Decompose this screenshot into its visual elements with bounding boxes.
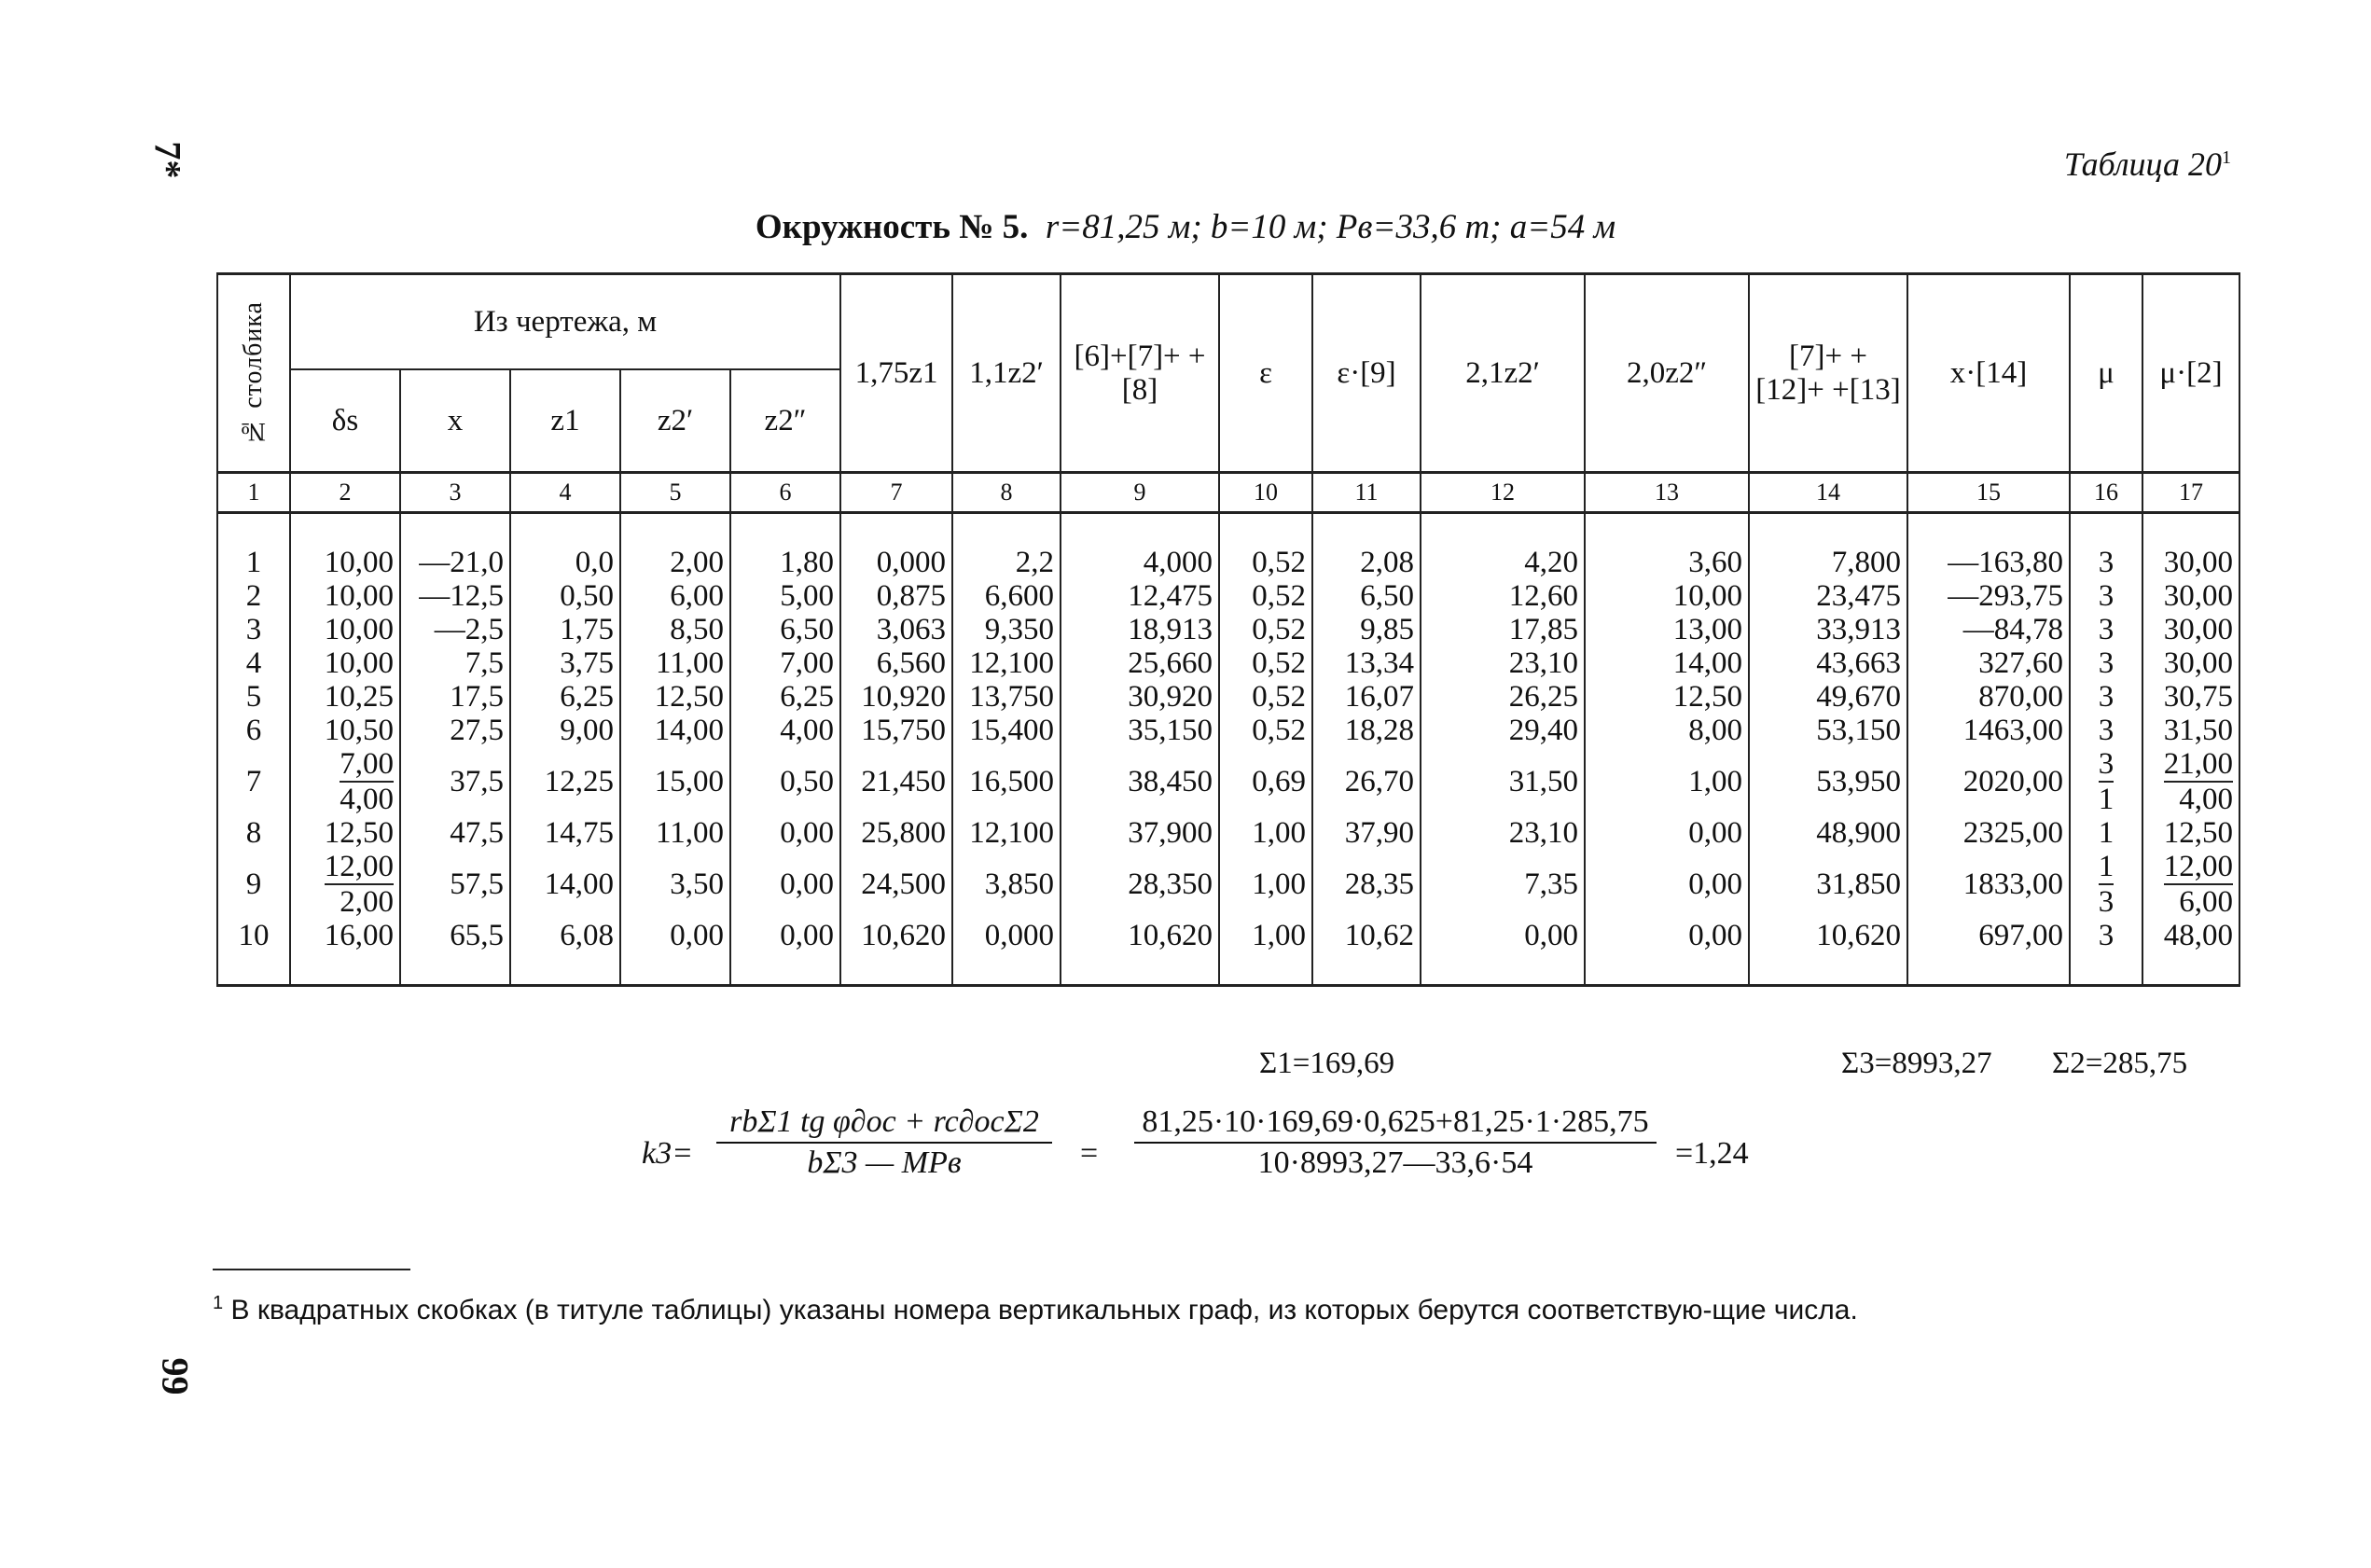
split-value <box>2099 747 2114 816</box>
split-value-bottom: 6,00 <box>2164 883 2233 919</box>
table-cell: 12,475 <box>1061 579 1219 613</box>
table-label-note: 1 <box>2222 147 2231 168</box>
table-cell: 0,50 <box>730 747 840 816</box>
table-cell: 48,00 <box>2142 919 2239 986</box>
table-cell: 1,00 <box>1219 850 1312 919</box>
table-cell: 11,00 <box>620 646 730 680</box>
split-value-bottom: 2,00 <box>325 883 394 919</box>
title-params: r=81,25 м; b=10 м; Pв=33,6 т; a=54 м <box>1045 208 1616 246</box>
split-value-bottom: 4,00 <box>340 783 394 816</box>
header-col-7: 1,75z1 <box>840 274 952 473</box>
header-col-11: ε·[9] <box>1312 274 1421 473</box>
table-cell: 30,00 <box>2142 613 2239 646</box>
table-cell: 2,08 <box>1312 513 1421 580</box>
table-cell: 6 <box>217 714 290 747</box>
column-number: 11 <box>1312 473 1421 513</box>
table-cell: 327,60 <box>1907 646 2070 680</box>
table-cell: 11,00 <box>620 816 730 850</box>
table-cell <box>2142 850 2239 919</box>
table-cell: 0,52 <box>1219 579 1312 613</box>
table-cell: 27,5 <box>400 714 510 747</box>
table-cell: 12,50 <box>290 816 400 850</box>
table-cell: 0,00 <box>730 816 840 850</box>
table-cell: 6,50 <box>1312 579 1421 613</box>
table-cell: 28,350 <box>1061 850 1219 919</box>
table-cell: 12,50 <box>620 680 730 714</box>
table-cell: 30,75 <box>2142 680 2239 714</box>
column-number-row <box>217 473 2239 513</box>
table-cell: 0,52 <box>1219 613 1312 646</box>
table-cell: 35,150 <box>1061 714 1219 747</box>
table-cell: 57,5 <box>400 850 510 919</box>
table-cell: 8,00 <box>1585 714 1749 747</box>
table-cell: 12,60 <box>1421 579 1585 613</box>
table-row <box>217 513 2239 580</box>
table-row <box>217 919 2239 986</box>
table-cell: 14,00 <box>1585 646 1749 680</box>
table-cell: 26,70 <box>1312 747 1421 816</box>
table-cell: 2,2 <box>952 513 1061 580</box>
formula-result: =1,24 <box>1675 1136 1749 1171</box>
table-cell: 33,913 <box>1749 613 1907 646</box>
table-cell: 10,00 <box>290 513 400 580</box>
table-cell: 53,950 <box>1749 747 1907 816</box>
table-cell <box>2142 747 2239 816</box>
table-cell: 15,750 <box>840 714 952 747</box>
table-cell: 2,00 <box>620 513 730 580</box>
table-cell: 0,52 <box>1219 513 1312 580</box>
table-cell: 3,063 <box>840 613 952 646</box>
table-cell <box>2070 850 2142 919</box>
table-cell: 48,900 <box>1749 816 1907 850</box>
split-value-top: 21,00 <box>2163 747 2234 781</box>
header-col-8: 1,1z2′ <box>952 274 1061 473</box>
stability-formula <box>642 1104 1854 1207</box>
formula-numerator-symbolic: rbΣ1 tg φ∂oc + rc∂ocΣ2 <box>716 1104 1052 1144</box>
column-number: 5 <box>620 473 730 513</box>
table-cell: 26,25 <box>1421 680 1585 714</box>
table-cell: 9,350 <box>952 613 1061 646</box>
table-row <box>217 850 2239 919</box>
table-cell: 1463,00 <box>1907 714 2070 747</box>
table-cell: 7,35 <box>1421 850 1585 919</box>
footnote-divider <box>213 1269 410 1270</box>
footnote <box>213 1285 2232 1328</box>
split-value-top: 7,00 <box>340 747 394 781</box>
table-cell: 8,50 <box>620 613 730 646</box>
page-margin-mark-top: 7* <box>146 141 189 179</box>
table-cell: 3 <box>2070 919 2142 986</box>
header-col-12: 2,1z2′ <box>1421 274 1585 473</box>
column-number: 2 <box>290 473 400 513</box>
table-cell: 18,28 <box>1312 714 1421 747</box>
table-cell: 14,00 <box>620 714 730 747</box>
column-number: 1 <box>217 473 290 513</box>
header-row-number: № столбика <box>217 274 290 473</box>
table-cell: —12,5 <box>400 579 510 613</box>
table-cell: 31,50 <box>2142 714 2239 747</box>
table-cell: 23,475 <box>1749 579 1907 613</box>
sum-sigma-3: Σ3=8993,27 <box>1841 1047 1992 1080</box>
formula-numeric-fraction <box>1134 1104 1657 1181</box>
table-cell: 3,50 <box>620 850 730 919</box>
table-cell: 0,000 <box>952 919 1061 986</box>
table-cell: 6,08 <box>510 919 620 986</box>
table-cell: 16,00 <box>290 919 400 986</box>
table-cell: 1833,00 <box>1907 850 2070 919</box>
table-cell: 6,560 <box>840 646 952 680</box>
header-col-10: ε <box>1219 274 1312 473</box>
column-number: 7 <box>840 473 952 513</box>
table-cell: 37,5 <box>400 747 510 816</box>
table-cell: 37,900 <box>1061 816 1219 850</box>
table-cell: 2020,00 <box>1907 747 2070 816</box>
split-value <box>2164 850 2233 919</box>
table-cell: 3 <box>2070 579 2142 613</box>
table-cell: 4 <box>217 646 290 680</box>
column-number: 12 <box>1421 473 1585 513</box>
table-row <box>217 613 2239 646</box>
table-cell: 10,00 <box>290 646 400 680</box>
table-cell: 5,00 <box>730 579 840 613</box>
table-cell: 49,670 <box>1749 680 1907 714</box>
table-cell: 30,00 <box>2142 579 2239 613</box>
table-cell: 3 <box>2070 714 2142 747</box>
table-cell: 0,00 <box>730 850 840 919</box>
table-cell: 4,00 <box>730 714 840 747</box>
footnote-text: В квадратных скобках (в титуле таблицы) указаны номера вертикальных граф, из которых берутся соответствую-щие числа. <box>230 1295 1858 1325</box>
table-cell: 53,150 <box>1749 714 1907 747</box>
column-number: 14 <box>1749 473 1907 513</box>
table-cell: 0,69 <box>1219 747 1312 816</box>
table-label-text: Таблица 20 <box>2063 146 2222 183</box>
split-value-top: 12,00 <box>2163 850 2234 883</box>
page-margin-mark-bottom: 99 <box>154 1357 197 1395</box>
table-cell: 10,620 <box>1061 919 1219 986</box>
table-cell: 12,50 <box>2142 816 2239 850</box>
table-cell: 13,00 <box>1585 613 1749 646</box>
table-cell: 12,50 <box>1585 680 1749 714</box>
table-cell: 3,75 <box>510 646 620 680</box>
table-cell: 23,10 <box>1421 816 1585 850</box>
column-number: 16 <box>2070 473 2142 513</box>
header-col-5: z2′ <box>620 369 730 473</box>
table-cell: —2,5 <box>400 613 510 646</box>
header-col-9: [6]+[7]+ +[8] <box>1061 274 1219 473</box>
table-cell: 30,00 <box>2142 646 2239 680</box>
table-cell: 7,5 <box>400 646 510 680</box>
table-cell: 25,800 <box>840 816 952 850</box>
table-cell: 9 <box>217 850 290 919</box>
table-cell: 31,850 <box>1749 850 1907 919</box>
header-group-drawing: Из чертежа, м <box>290 274 840 370</box>
table-cell: 0,0 <box>510 513 620 580</box>
table-cell: 12,100 <box>952 816 1061 850</box>
split-value-bottom: 4,00 <box>2164 781 2233 816</box>
table-cell: 30,920 <box>1061 680 1219 714</box>
table-cell: 10,50 <box>290 714 400 747</box>
table-cell: 29,40 <box>1421 714 1585 747</box>
header-col-15: x·[14] <box>1907 274 2070 473</box>
split-value <box>2099 850 2114 919</box>
table-cell: 6,600 <box>952 579 1061 613</box>
table-cell: —163,80 <box>1907 513 2070 580</box>
table-cell: 0,00 <box>620 919 730 986</box>
split-value-top: 12,00 <box>324 850 394 883</box>
table-cell: 16,07 <box>1312 680 1421 714</box>
formula-lhs: k3= <box>642 1136 694 1171</box>
header-col-14: [7]+ +[12]+ +[13] <box>1749 274 1907 473</box>
table-cell: 4,20 <box>1421 513 1585 580</box>
table-cell: 0,00 <box>1585 850 1749 919</box>
table-cell: 18,913 <box>1061 613 1219 646</box>
table-cell: 12,25 <box>510 747 620 816</box>
table-cell: 7,800 <box>1749 513 1907 580</box>
table-cell: —21,0 <box>400 513 510 580</box>
table-cell: 10,00 <box>290 613 400 646</box>
table-cell: 1,00 <box>1585 747 1749 816</box>
calculation-table <box>216 272 2240 987</box>
table-cell: 10,920 <box>840 680 952 714</box>
split-value-top: 1 <box>2098 850 2114 883</box>
table-cell: 0,50 <box>510 579 620 613</box>
table-cell: 13,34 <box>1312 646 1421 680</box>
table-cell: 15,00 <box>620 747 730 816</box>
column-number: 9 <box>1061 473 1219 513</box>
table-cell: 3,60 <box>1585 513 1749 580</box>
table-cell: 10,620 <box>1749 919 1907 986</box>
table-cell: 13,750 <box>952 680 1061 714</box>
column-number: 17 <box>2142 473 2239 513</box>
table-cell: 0,52 <box>1219 680 1312 714</box>
title-circle: Окружность № 5. <box>755 208 1029 246</box>
table-cell: 23,10 <box>1421 646 1585 680</box>
column-number: 6 <box>730 473 840 513</box>
table-cell: 47,5 <box>400 816 510 850</box>
table-cell: 3 <box>217 613 290 646</box>
table-cell: 30,00 <box>2142 513 2239 580</box>
split-value <box>2164 747 2233 816</box>
table-row <box>217 646 2239 680</box>
table-cell: 10,62 <box>1312 919 1421 986</box>
table-cell: 0,52 <box>1219 646 1312 680</box>
table-cell: 1,00 <box>1219 919 1312 986</box>
split-value <box>340 747 394 816</box>
table-cell: 1 <box>217 513 290 580</box>
table-cell: 10 <box>217 919 290 986</box>
header-col-4: z1 <box>510 369 620 473</box>
table-cell: 25,660 <box>1061 646 1219 680</box>
table-body <box>217 513 2239 986</box>
table-cell: 5 <box>217 680 290 714</box>
formula-numerator-numeric: 81,25·10·169,69·0,625+81,25·1·285,75 <box>1134 1104 1657 1144</box>
table-cell: 2 <box>217 579 290 613</box>
table-cell: 1,00 <box>1219 816 1312 850</box>
header-col-17: μ·[2] <box>2142 274 2239 473</box>
table-cell: 0,00 <box>1421 919 1585 986</box>
table-cell: 2325,00 <box>1907 816 2070 850</box>
header-col-13: 2,0z2″ <box>1585 274 1749 473</box>
table-cell: 0,52 <box>1219 714 1312 747</box>
formula-equals: = <box>1080 1136 1099 1171</box>
column-number: 4 <box>510 473 620 513</box>
split-value-top: 3 <box>2098 747 2114 781</box>
table-cell: 17,85 <box>1421 613 1585 646</box>
table-cell: 0,00 <box>1585 816 1749 850</box>
table-cell: 4,000 <box>1061 513 1219 580</box>
table-cell: 10,00 <box>290 579 400 613</box>
split-value-bottom: 3 <box>2098 885 2114 919</box>
table-cell: 9,85 <box>1312 613 1421 646</box>
table-cell: —293,75 <box>1907 579 2070 613</box>
table-cell: 870,00 <box>1907 680 2070 714</box>
table-cell: 12,100 <box>952 646 1061 680</box>
table-cell: 10,25 <box>290 680 400 714</box>
table-cell: 1 <box>2070 816 2142 850</box>
table-cell: 10,00 <box>1585 579 1749 613</box>
table-cell: 3 <box>2070 646 2142 680</box>
header-col-16: μ <box>2070 274 2142 473</box>
table-cell: 28,35 <box>1312 850 1421 919</box>
split-value-bottom: 1 <box>2098 783 2114 816</box>
split-value <box>325 850 394 919</box>
table-cell: 1,80 <box>730 513 840 580</box>
column-number: 3 <box>400 473 510 513</box>
table-label <box>2064 145 2231 184</box>
table-cell <box>2070 747 2142 816</box>
table-cell: 16,500 <box>952 747 1061 816</box>
table-cell: 8 <box>217 816 290 850</box>
table-row <box>217 680 2239 714</box>
table-cell: 3,850 <box>952 850 1061 919</box>
table-cell: 24,500 <box>840 850 952 919</box>
table-cell <box>290 850 400 919</box>
table-cell: 9,00 <box>510 714 620 747</box>
table-cell: 38,450 <box>1061 747 1219 816</box>
table-cell: 10,620 <box>840 919 952 986</box>
column-number: 10 <box>1219 473 1312 513</box>
table-cell: 21,450 <box>840 747 952 816</box>
table-cell: 697,00 <box>1907 919 2070 986</box>
sum-sigma-1: Σ1=169,69 <box>1259 1047 1395 1080</box>
table-cell: 0,875 <box>840 579 952 613</box>
header-col-6: z2″ <box>730 369 840 473</box>
table-cell: 43,663 <box>1749 646 1907 680</box>
table-cell: 3 <box>2070 680 2142 714</box>
table-cell: 3 <box>2070 613 2142 646</box>
table-row <box>217 579 2239 613</box>
table-cell: 37,90 <box>1312 816 1421 850</box>
table-row <box>217 714 2239 747</box>
table-cell: 65,5 <box>400 919 510 986</box>
table-cell: 17,5 <box>400 680 510 714</box>
column-number: 15 <box>1907 473 2070 513</box>
table-cell: 0,00 <box>1585 919 1749 986</box>
footnote-mark: 1 <box>213 1293 224 1313</box>
table-cell: 6,50 <box>730 613 840 646</box>
table-cell: 0,00 <box>730 919 840 986</box>
sum-sigma-2: Σ2=285,75 <box>2052 1047 2188 1080</box>
table-cell: 15,400 <box>952 714 1061 747</box>
column-number: 13 <box>1585 473 1749 513</box>
table-cell: 1,75 <box>510 613 620 646</box>
table-cell <box>290 747 400 816</box>
table-cell: 6,25 <box>510 680 620 714</box>
header-col-3: x <box>400 369 510 473</box>
table-cell: —84,78 <box>1907 613 2070 646</box>
table-cell: 14,00 <box>510 850 620 919</box>
table-cell: 0,000 <box>840 513 952 580</box>
table-row <box>217 816 2239 850</box>
formula-denominator-numeric: 10·8993,27—33,6·54 <box>1257 1145 1533 1180</box>
formula-denominator-symbolic: bΣ3 — MPв <box>807 1145 962 1180</box>
header-col-2: δs <box>290 369 400 473</box>
table-row <box>217 747 2239 816</box>
table-cell: 7 <box>217 747 290 816</box>
column-number: 8 <box>952 473 1061 513</box>
table-cell: 6,25 <box>730 680 840 714</box>
table-cell: 3 <box>2070 513 2142 580</box>
table-cell: 6,00 <box>620 579 730 613</box>
table-cell: 14,75 <box>510 816 620 850</box>
table-cell: 31,50 <box>1421 747 1585 816</box>
table-cell: 7,00 <box>730 646 840 680</box>
table-title <box>0 207 2371 247</box>
formula-symbolic-fraction <box>716 1104 1052 1181</box>
